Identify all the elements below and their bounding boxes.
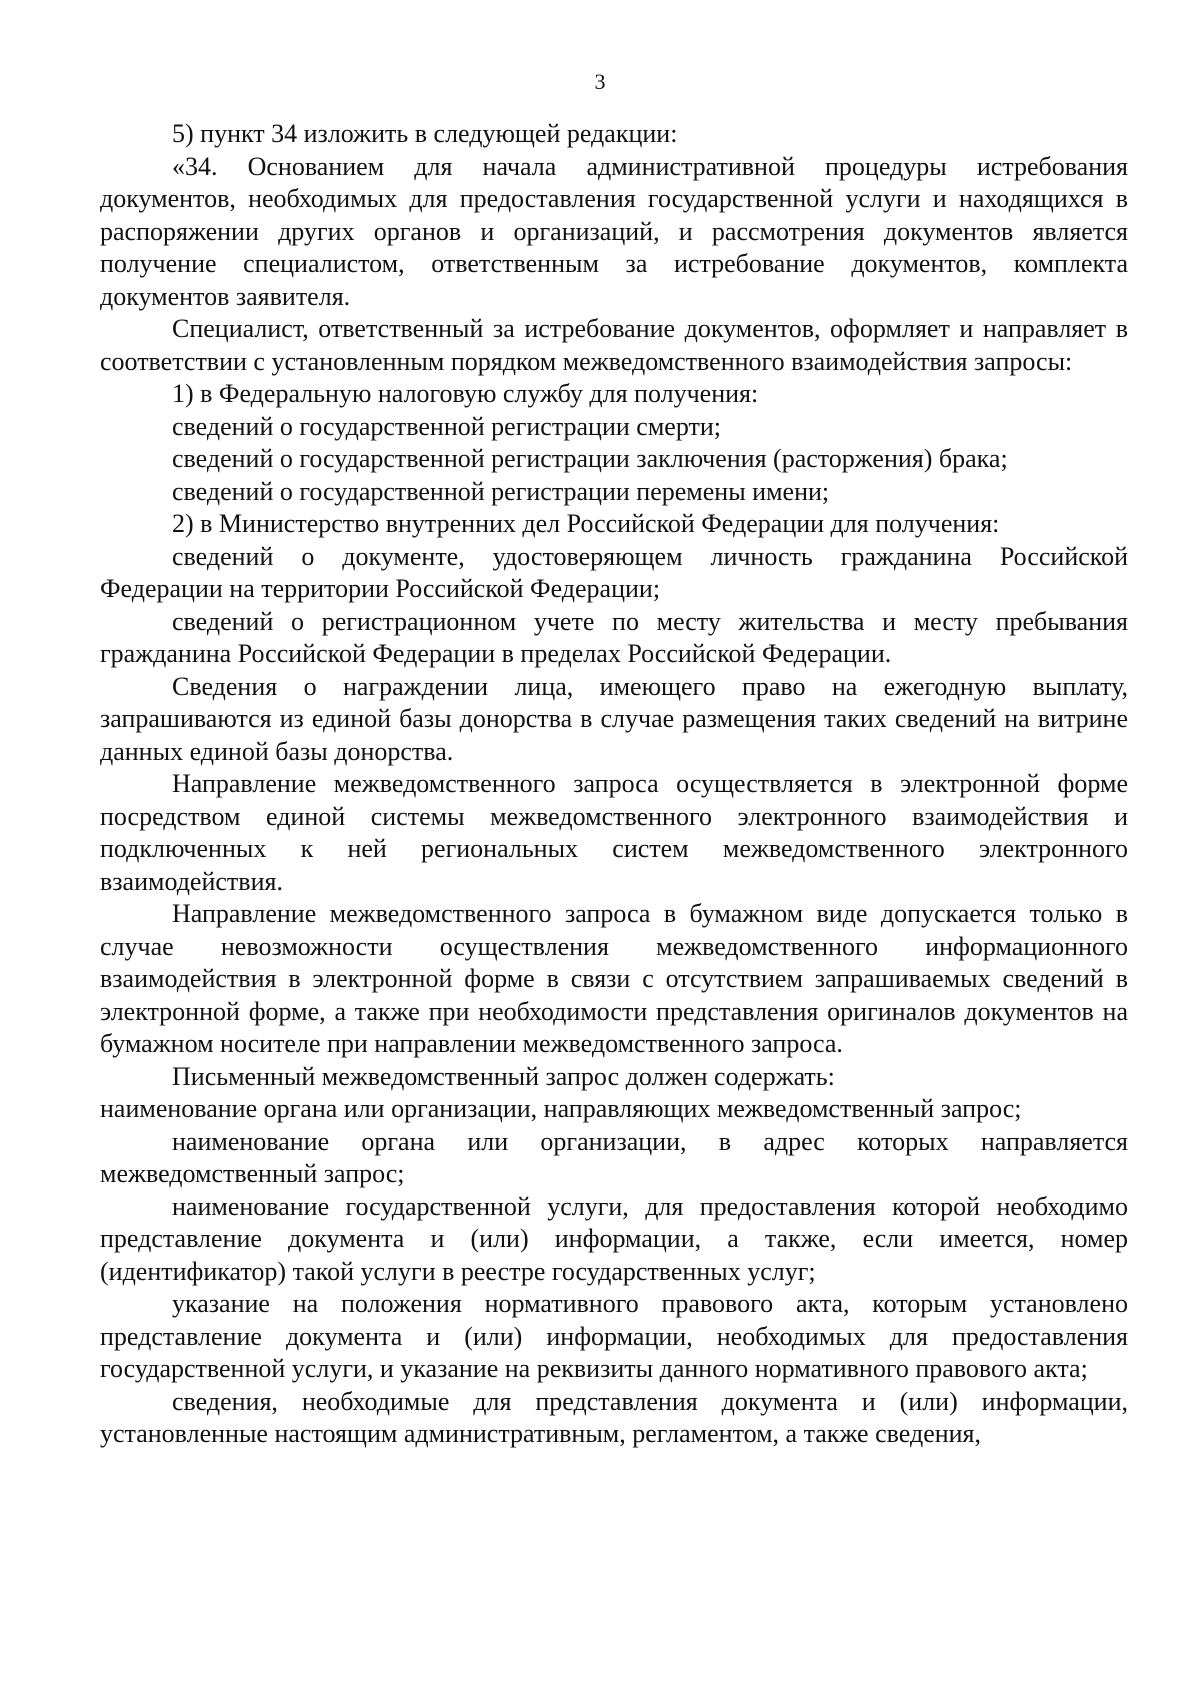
paragraph-list-mvd: 2) в Министерство внутренних дел Российской Федерации для получения:	[172, 509, 1000, 538]
paragraph-written-request: Письменный межведомственный запрос должен содержать:	[172, 1061, 835, 1091]
paragraph-legal-act: указание на положения нормативного правового акта, которым установлено представление документа и (или) информации, необходимых для предоставления государственной услуги, и указание на реквизиты данного нормативного правового акта;	[100, 1289, 1128, 1383]
page-number: 3	[594, 69, 606, 94]
paragraph-specialist: Специалист, ответственный за истребование документов, оформляет и направляет в соответствии с установленным порядком межведомственного взаимодействия запросы:	[100, 314, 1128, 376]
paragraph-paper-request: Направление межведомственного запроса в бумажном виде допускается только в случае невозможности осуществления межведомственного информационного взаимодействия в электронной форме в связи с отсутствием запрашиваемых сведений в электронной форме, а также при необходимости представления оригиналов документов на бумажном носителе при направлении межведомственного запроса.	[100, 899, 1128, 1058]
paragraph-residence-registration: сведений о регистрационном учете по месту жительства и месту пребывания гражданина Российской Федерации в пределах Российской Федерации.	[100, 606, 1128, 668]
paragraph-identity-document: сведений о документе, удостоверяющем личность гражданина Российской Федерации на территории Российской Федерации;	[100, 541, 1128, 603]
paragraph-clause-34: «34. Основанием для начала административной процедуры истребования документов, необходимых для предоставления государственной услуги и находящихся в распоряжении других органов и организаций, и рассмотрения документов является получение специалистом, ответственным за истребование документов, комплекта документов заявителя.	[100, 151, 1128, 311]
paragraph-sender-name: наименование органа или организации, направляющих межведомственный запрос;	[100, 1094, 1022, 1123]
paragraph-list-fns: 1) в Федеральную налоговую службу для получения:	[172, 379, 759, 408]
paragraph-marriage-registration: сведений о государственной регистрации заключения (расторжения) брака;	[172, 444, 1008, 473]
paragraph-award-info: Сведения о награждении лица, имеющего право на ежегодную выплату, запрашиваются из единой базы донорства в случае размещения таких сведений на витрине данных единой базы донорства.	[100, 671, 1128, 766]
paragraph-required-info: сведения, необходимые для представления документа и (или) информации, установленные настоящим административным, регламентом, а также сведения,	[100, 1386, 1128, 1448]
paragraph-name-change: сведений о государственной регистрации перемены имени;	[172, 476, 830, 506]
paragraph-service-name: наименование государственной услуги, для предоставления которой необходимо представление документа и (или) информации, а также, если имеется, номер (идентификатор) такой услуги в реестре государственных услуг;	[100, 1191, 1128, 1286]
paragraph-recipient-name: наименование органа или организации, в адрес которых направляется межведомственный запрос;	[100, 1126, 1128, 1188]
paragraph-item-amendment: 5) пункт 34 изложить в следующей редакции:	[172, 119, 678, 148]
paragraph-electronic-request: Направление межведомственного запроса осуществляется в электронной форме посредством единой системы межведомственного электронного взаимодействия и подключенных к ней региональных систем межведомственного электронного взаимодействия.	[100, 769, 1128, 896]
document-body	[100, 118, 1128, 1451]
paragraph-death-registration: сведений о государственной регистрации смерти;	[172, 411, 721, 441]
